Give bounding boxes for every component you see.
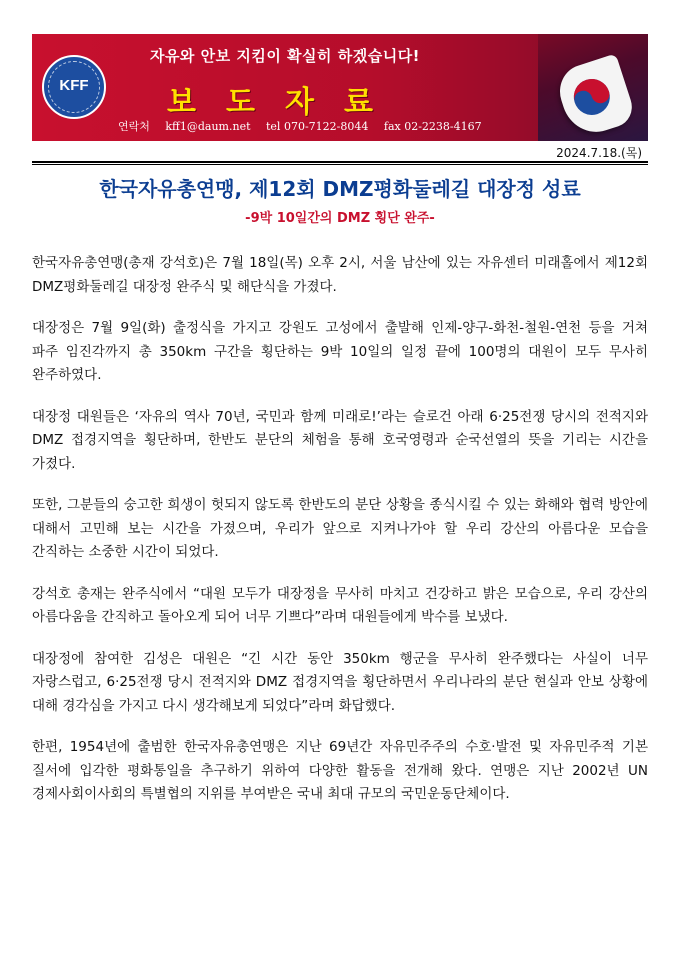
banner-headline: 보도자료 <box>167 85 403 120</box>
contact-info <box>118 118 494 134</box>
article-subtitle: -9박 10일간의 DMZ 횡단 완주- <box>245 211 435 226</box>
contact-email: kff1@daum.net <box>165 120 251 133</box>
paragraph: 대장정에 참여한 김성은 대원은 “긴 시간 동안 350km 행군을 무사히 완주했다는 사실이 너무 자랑스럽고, 6·25전쟁 당시 전적지와 DMZ 접경지역을 횡단하면서 우리나라의 분단 현실과 안보 상황에 대해 경각심을 가지고 다시 생각해보게 되었다”라며 화답했다. <box>32 650 648 714</box>
logo-text: KFF <box>59 77 89 94</box>
paragraph: 또한, 그분들의 숭고한 희생이 헛되지 않도록 한반도의 분단 상황을 종식시킬 수 있는 화해와 협력 방안에 대해서 고민해 보는 시간을 가졌으며, 우리가 앞으로 지켜나가야 할 우리 강산의 아름다운 모습을 간직하는 소중한 시간이 되었다. <box>32 497 648 560</box>
header-divider <box>32 161 648 165</box>
paragraph: 대장정 대원들은 ‘자유의 역사 70년, 국민과 함께 미래로!’라는 슬로건 아래 6·25전쟁 당시의 전적지와 DMZ 접경지역을 횡단하며, 한반도 분단의 체험을 통해 호국영령과 순국선열의 뜻을 기리는 시간을 가졌다. <box>32 408 648 472</box>
paragraph: 한편, 1954년에 출범한 한국자유총연맹은 지난 69년간 자유민주주의 수호·발전 및 자유민주적 기본 질서에 입각한 평화통일을 추구하기 위하여 다양한 활동을 전개해 왔다. 연맹은 지난 2002년 UN 경제사회이사회의 특별협의 지위를 부여받은 국내 최대 규모의 국민운동단체이다. <box>32 739 648 802</box>
paragraph: 대장정은 7월 9일(화) 출정식을 가지고 강원도 고성에서 출발해 인제-양구-화천-철원-연천 등을 거쳐 파주 임진각까지 총 350km 구간을 횡단하는 9박 10일의 일정 끝에 100명의 대원이 모두 무사히 완주하였다. <box>32 320 648 383</box>
korean-flag-icon <box>553 54 637 141</box>
article-body <box>32 252 648 825</box>
article-title: 한국자유총연맹, 제12회 DMZ평화둘레길 대장정 성료 <box>99 177 581 201</box>
flag-decoration <box>538 34 648 141</box>
contact-label: 연락처 <box>118 120 150 133</box>
taegeuk-icon <box>567 72 617 122</box>
contact-tel: tel 070-7122-8044 <box>266 120 369 133</box>
banner-slogan: 자유와 안보 지킴이 확실히 하겠습니다! <box>149 47 421 65</box>
paragraph: 한국자유총연맹(총재 강석호)은 7월 18일(목) 오후 2시, 서울 남산에 있는 자유센터 미래홀에서 제12회 DMZ평화둘레길 대장정 완주식 및 해단식을 가졌다. <box>32 255 648 295</box>
release-date: 2024.7.18.(목) <box>556 146 642 160</box>
press-release-banner <box>32 34 648 141</box>
paragraph: 강석호 총재는 완주식에서 “대원 모두가 대장정을 무사히 마치고 건강하고 밝은 모습으로, 우리 강산의 아름다움을 간직하고 돌아오게 되어 너무 기쁘다”라며 대원들에게 박수를 보냈다. <box>32 585 648 625</box>
contact-fax: fax 02-2238-4167 <box>383 120 482 133</box>
